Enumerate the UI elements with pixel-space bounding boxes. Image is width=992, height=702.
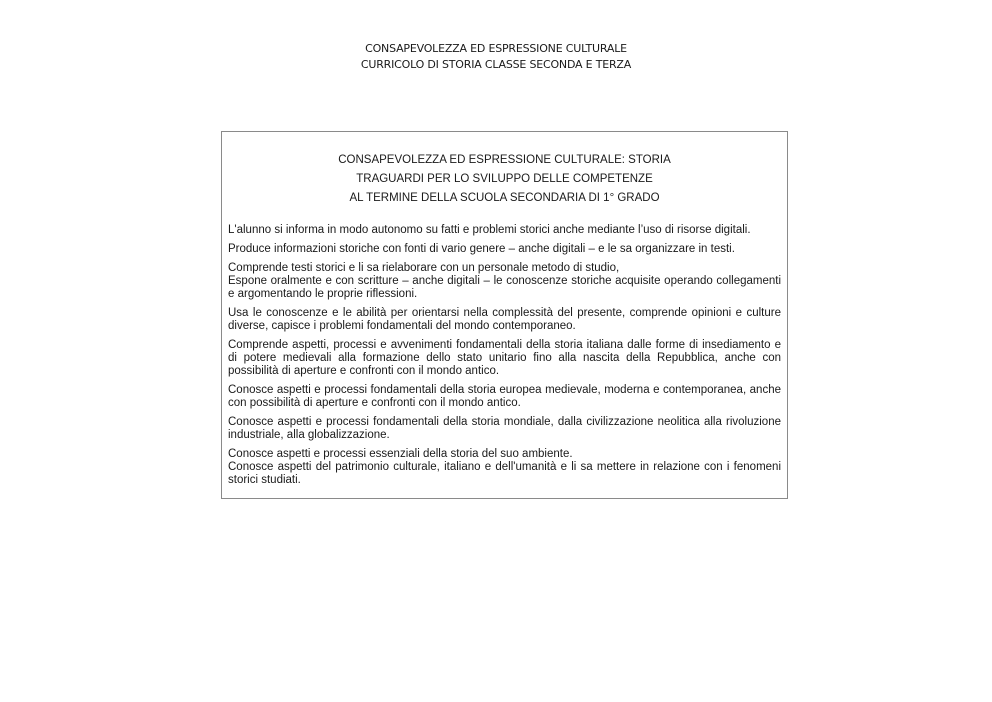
competence-list [222, 224, 787, 487]
competence-item: L'alunno si informa in modo autonomo su fatti e problemi storici anche mediante l’uso di risorse digitali. [228, 224, 751, 236]
box-title-line-1: CONSAPEVOLEZZA ED ESPRESSIONE CULTURALE: STORIA [338, 154, 671, 166]
competence-item: Espone oralmente e con scritture – anche digitali – le conoscenze storiche acquisite operando collegamenti e argomentando le proprie riflessioni. [228, 275, 781, 300]
competence-item: Comprende testi storici e li sa rielaborare con un personale metodo di studio, [228, 262, 620, 274]
competence-item: Conosce aspetti e processi essenziali della storia del suo ambiente. [228, 448, 573, 460]
competence-item: Comprende aspetti, processi e avvenimenti fondamentali della storia italiana dalle forme di insediamento e di potere medievali alla formazione dello stato unitario fino alla nascita della Repubblica, anche con possibilità di aperture e confronti con il mondo antico. [228, 339, 781, 377]
competence-item: Conosce aspetti e processi fondamentali della storia europea medievale, moderna e contemporanea, anche con possibilità di aperture e confronti con il mondo antico. [228, 384, 781, 409]
competence-item: Produce informazioni storiche con fonti di vario genere – anche digitali – e le sa organizzare in testi. [228, 243, 735, 255]
page-header [0, 41, 992, 73]
competence-item: Conosce aspetti del patrimonio culturale, italiano e dell'umanità e li sa mettere in relazione con i fenomeni storici studiati. [228, 461, 781, 486]
competence-item: Conosce aspetti e processi fondamentali della storia mondiale, dalla civilizzazione neolitica alla rivoluzione industriale, alla globalizzazione. [228, 416, 781, 441]
box-title-line-2: TRAGUARDI PER LO SVILUPPO DELLE COMPETENZE [356, 173, 653, 185]
header-subtitle: CURRICOLO DI STORIA CLASSE SECONDA E TERZA [360, 58, 632, 71]
box-title-line-3: AL TERMINE DELLA SCUOLA SECONDARIA DI 1° GRADO [349, 192, 660, 204]
competences-box [221, 131, 788, 499]
header-title: CONSAPEVOLEZZA ED ESPRESSIONE CULTURALE [365, 42, 627, 55]
box-title [222, 151, 787, 208]
competence-item: Usa le conoscenze e le abilità per orientarsi nella complessità del presente, comprende opinioni e culture diverse, capisce i problemi fondamentali del mondo contemporaneo. [228, 307, 781, 332]
